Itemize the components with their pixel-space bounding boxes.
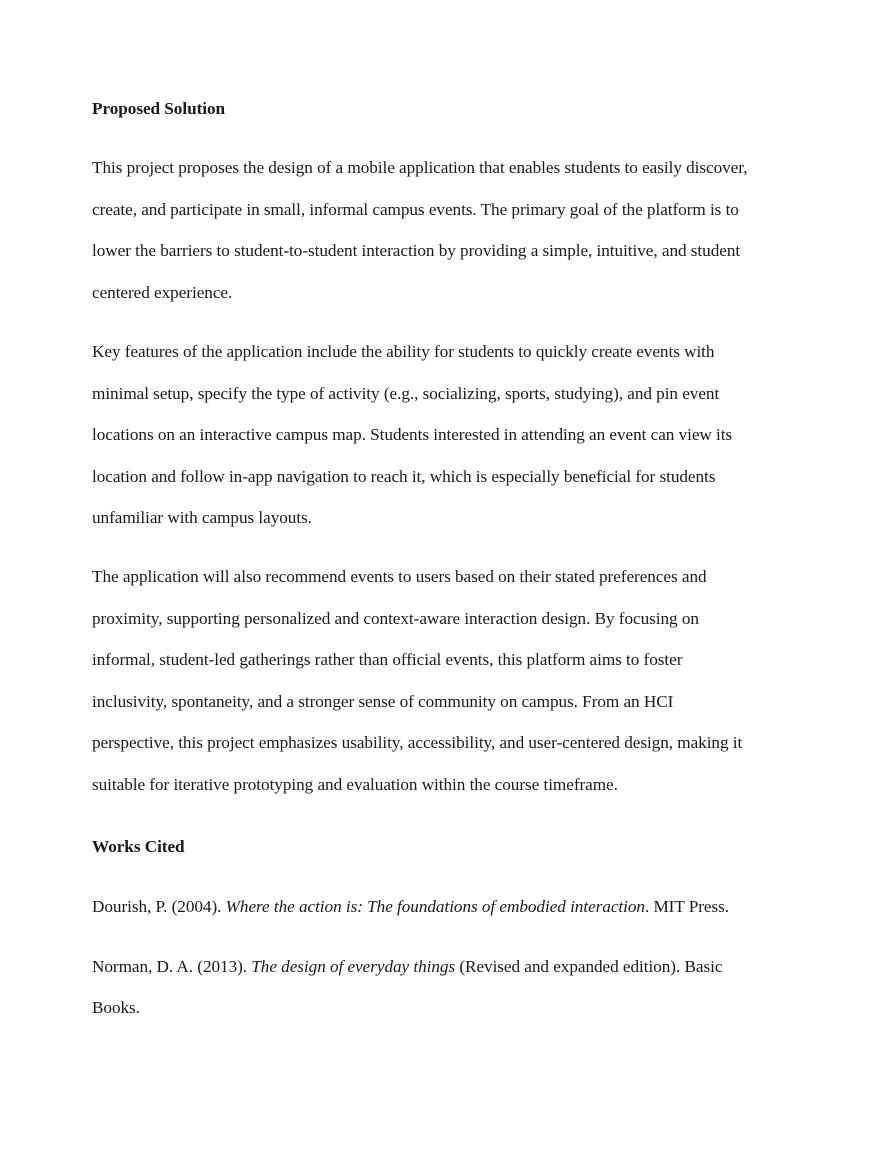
paragraph-line: The application will also recommend events to users based on their stated preferences and	[92, 567, 707, 586]
paragraph-line: informal, student-led gatherings rather than official events, this platform aims to foster	[92, 650, 683, 669]
citation-edition-publisher: (Revised and expanded edition). Basic	[455, 957, 723, 976]
paragraph-line: lower the barriers to student-to-student interaction by providing a simple, intuitive, and student	[92, 241, 741, 260]
section-heading-works-cited: Works Cited	[92, 837, 185, 856]
paragraph-line: perspective, this project emphasizes usability, accessibility, and user-centered design, making it	[92, 733, 743, 752]
citation-author-year: Dourish, P. (2004).	[92, 897, 226, 916]
section-heading-proposed-solution: Proposed Solution	[92, 99, 226, 118]
citation-title: Where the action is: The foundations of embodied interaction	[225, 897, 645, 916]
paragraph-line: Key features of the application include the ability for students to quickly create events with	[92, 342, 715, 361]
paragraph-line: minimal setup, specify the type of activity (e.g., socializing, sports, studying), and pin event	[92, 384, 720, 403]
paragraph-line: inclusivity, spontaneity, and a stronger sense of community on campus. From an HCI	[92, 692, 674, 711]
citation-publisher: . MIT Press.	[644, 897, 730, 916]
paragraph-line: centered experience.	[92, 283, 233, 302]
paragraph-line: location and follow in-app navigation to reach it, which is especially beneficial for students	[92, 467, 716, 486]
citation-title: The design of everyday things	[251, 957, 456, 976]
citation-author-year: Norman, D. A. (2013).	[92, 957, 252, 976]
paragraph-line: proximity, supporting personalized and context-aware interaction design. By focusing on	[92, 609, 699, 628]
citation-continuation: Books.	[92, 998, 140, 1017]
paragraph-line: locations on an interactive campus map. Students interested in attending an event can view its	[92, 425, 733, 444]
paragraph-line: unfamiliar with campus layouts.	[92, 508, 312, 527]
citation-dourish	[92, 897, 729, 917]
paragraph-line: suitable for iterative prototyping and evaluation within the course timeframe.	[92, 775, 618, 794]
paragraph-line: This project proposes the design of a mobile application that enables students to easily discover,	[92, 158, 748, 177]
citation-line	[92, 957, 722, 977]
paragraph-line: create, and participate in small, informal campus events. The primary goal of the platform is to	[92, 200, 739, 219]
